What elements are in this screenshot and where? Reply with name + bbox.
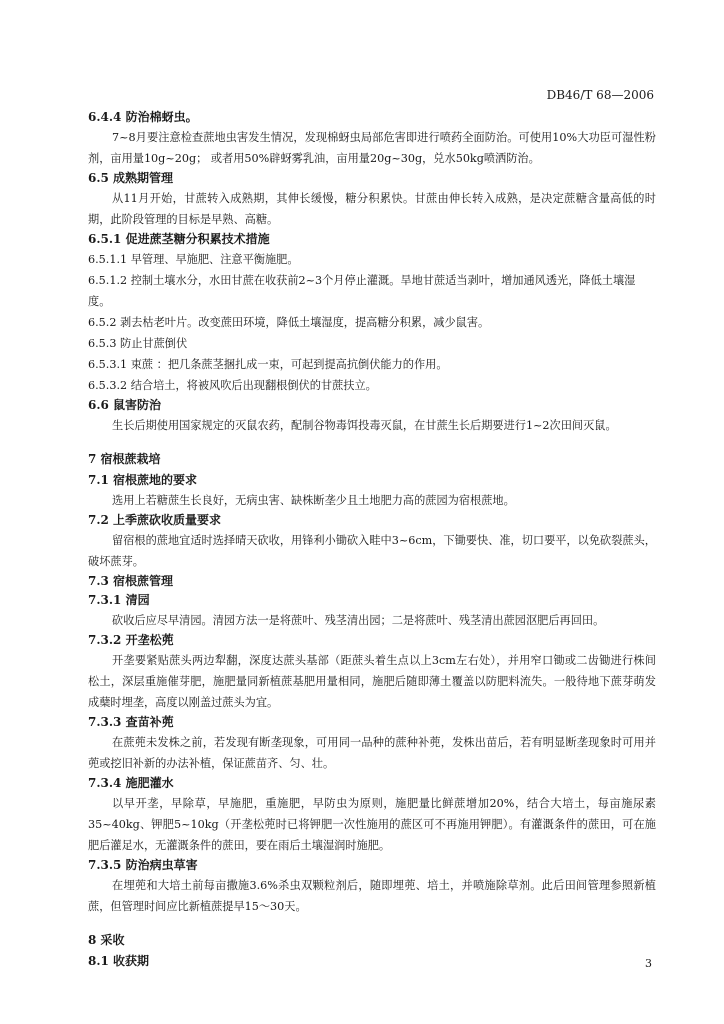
subsection-heading: 6.5.1 促进蔗茎糖分积累技术措施	[88, 232, 270, 246]
subsection-heading: 7.3.5 防治病虫草害	[88, 858, 198, 872]
numbered-clause: 6.5.3.2 结合培土，将被风吹后出现翻根倒伏的甘蔗扶立。	[88, 379, 377, 392]
subsection-heading: 7.3.4 施肥灌水	[88, 776, 174, 790]
section-heading: 7 宿根蔗栽培	[88, 452, 161, 466]
subsection-heading: 8.1 收获期	[88, 954, 150, 968]
body-paragraph: 7~8月要注意检查蔗地虫害发生情况，发现棉蚜虫局部危害即进行喷药全面防治。可使用10%大功臣可湿性粉剂，亩用量10g~20g； 或者用50%辟蚜雾乳油，亩用量20g~30g，兑水50kg喷洒防治。	[88, 131, 656, 165]
subsection-heading: 7.3.3 查苗补蔸	[88, 715, 174, 729]
subsection-heading: 7.3 宿根蔗管理	[88, 574, 174, 588]
body-paragraph: 从11月开始，甘蔗转入成熟期，其伸长缓慢，糖分积累快。甘蔗由伸长转入成熟，是决定蔗糖含量高低的时期，此阶段管理的目标是早熟、高糖。	[88, 192, 656, 226]
body-paragraph: 选用上若糖蔗生长良好，无病虫害、缺株断垄少且土地肥力高的蔗园为宿根蔗地。	[112, 494, 515, 507]
subsection-heading: 7.3.2 开垄松蔸	[88, 633, 174, 647]
page-number: 3	[645, 957, 652, 970]
document-code: DB46/T 68—2006	[546, 88, 654, 102]
numbered-clause: 6.5.3 防止甘蔗倒伏	[88, 337, 188, 350]
numbered-clause: 6.5.3.1 束蔗 ：把几条蔗茎捆扎成一束，可起到提高抗倒伏能力的作用。	[88, 358, 448, 371]
body-paragraph: 开垄要紧贴蔗头两边犁翻，深度达蔗头基部（距蔗头着生点以上3cm左右处），并用窄口锄或二齿锄进行株间松土，深层重施催芽肥，施肥量同新植蔗基肥用量相同，施肥后随即薄土覆盖以防肥料流失。一般待地下蔗芽萌发成蘖时埋垄，高度以刚盖过蔗头为宜。	[88, 654, 656, 709]
subsection-heading: 6.4.4 防治棉蚜虫。	[88, 110, 198, 124]
subsection-heading: 7.1 宿根蔗地的要求	[88, 473, 198, 487]
numbered-clause: 6.5.2 剥去枯老叶片。改变蔗田环境，降低土壤湿度，提高糖分积累，减少鼠害。	[88, 316, 490, 329]
body-paragraph: 生长后期使用国家规定的灭鼠农药，配制谷物毒饵投毒灭鼠，在甘蔗生长后期要进行1~2次田间灭鼠。	[112, 419, 617, 432]
body-paragraph: 在埋蔸和大培土前每亩撒施3.6%杀虫双颗粒剂后，随即埋蔸、培土，并喷施除草剂。此后田间管理参照新植蔗，但管理时间应比新植蔗提早15～30天。	[88, 879, 656, 913]
body-paragraph: 以早开垄，早除草，早施肥，重施肥，早防虫为原则，施肥量比鲜蔗增加20%，结合大培土，每亩施尿素35~40kg、钾肥5~10kg（开垄松蔸时已将钾肥一次性施用的蔗区可不再施用钾肥）。有灌溉条件的蔗田，可在施肥后灌足水，无灌溉条件的蔗田，要在雨后土壤湿润时施肥。	[88, 797, 656, 852]
subsection-heading: 7.2 上季蔗砍收质量要求	[88, 513, 222, 527]
subsection-heading: 6.5 成熟期管理	[88, 171, 174, 185]
subsection-heading: 7.3.1 清园	[88, 593, 150, 607]
section-heading: 8 采收	[88, 933, 125, 947]
document-body	[88, 108, 656, 971]
numbered-clause: 6.5.1.1 早管理、早施肥、注意平衡施肥。	[88, 253, 299, 266]
body-paragraph: 留宿根的蔗地宜适时选择晴天砍收，用锋利小锄砍入畦中3~6cm，下锄要快、准，切口要平，以免砍裂蔗头，破坏蔗芽。	[88, 534, 656, 568]
subsection-heading: 6.6 鼠害防治	[88, 398, 162, 412]
body-paragraph: 在蔗蔸未发株之前，若发现有断垄现象，可用同一品种的蔗种补蔸，发株出苗后，若有明显断垄现象时可用并蔸或挖旧补新的办法补植，保证蔗苗齐、匀、壮。	[88, 736, 656, 770]
body-paragraph: 砍收后应尽早清园。清园方法一是将蔗叶、残茎清出园；二是将蔗叶、残茎清出蔗园沤肥后再回田。	[112, 614, 605, 627]
numbered-clause: 6.5.1.2 控制土壤水分，水田甘蔗在收获前2~3个月停止灌溉。旱地甘蔗适当剥叶，增加通风透光，降低土壤湿度。	[88, 274, 636, 308]
